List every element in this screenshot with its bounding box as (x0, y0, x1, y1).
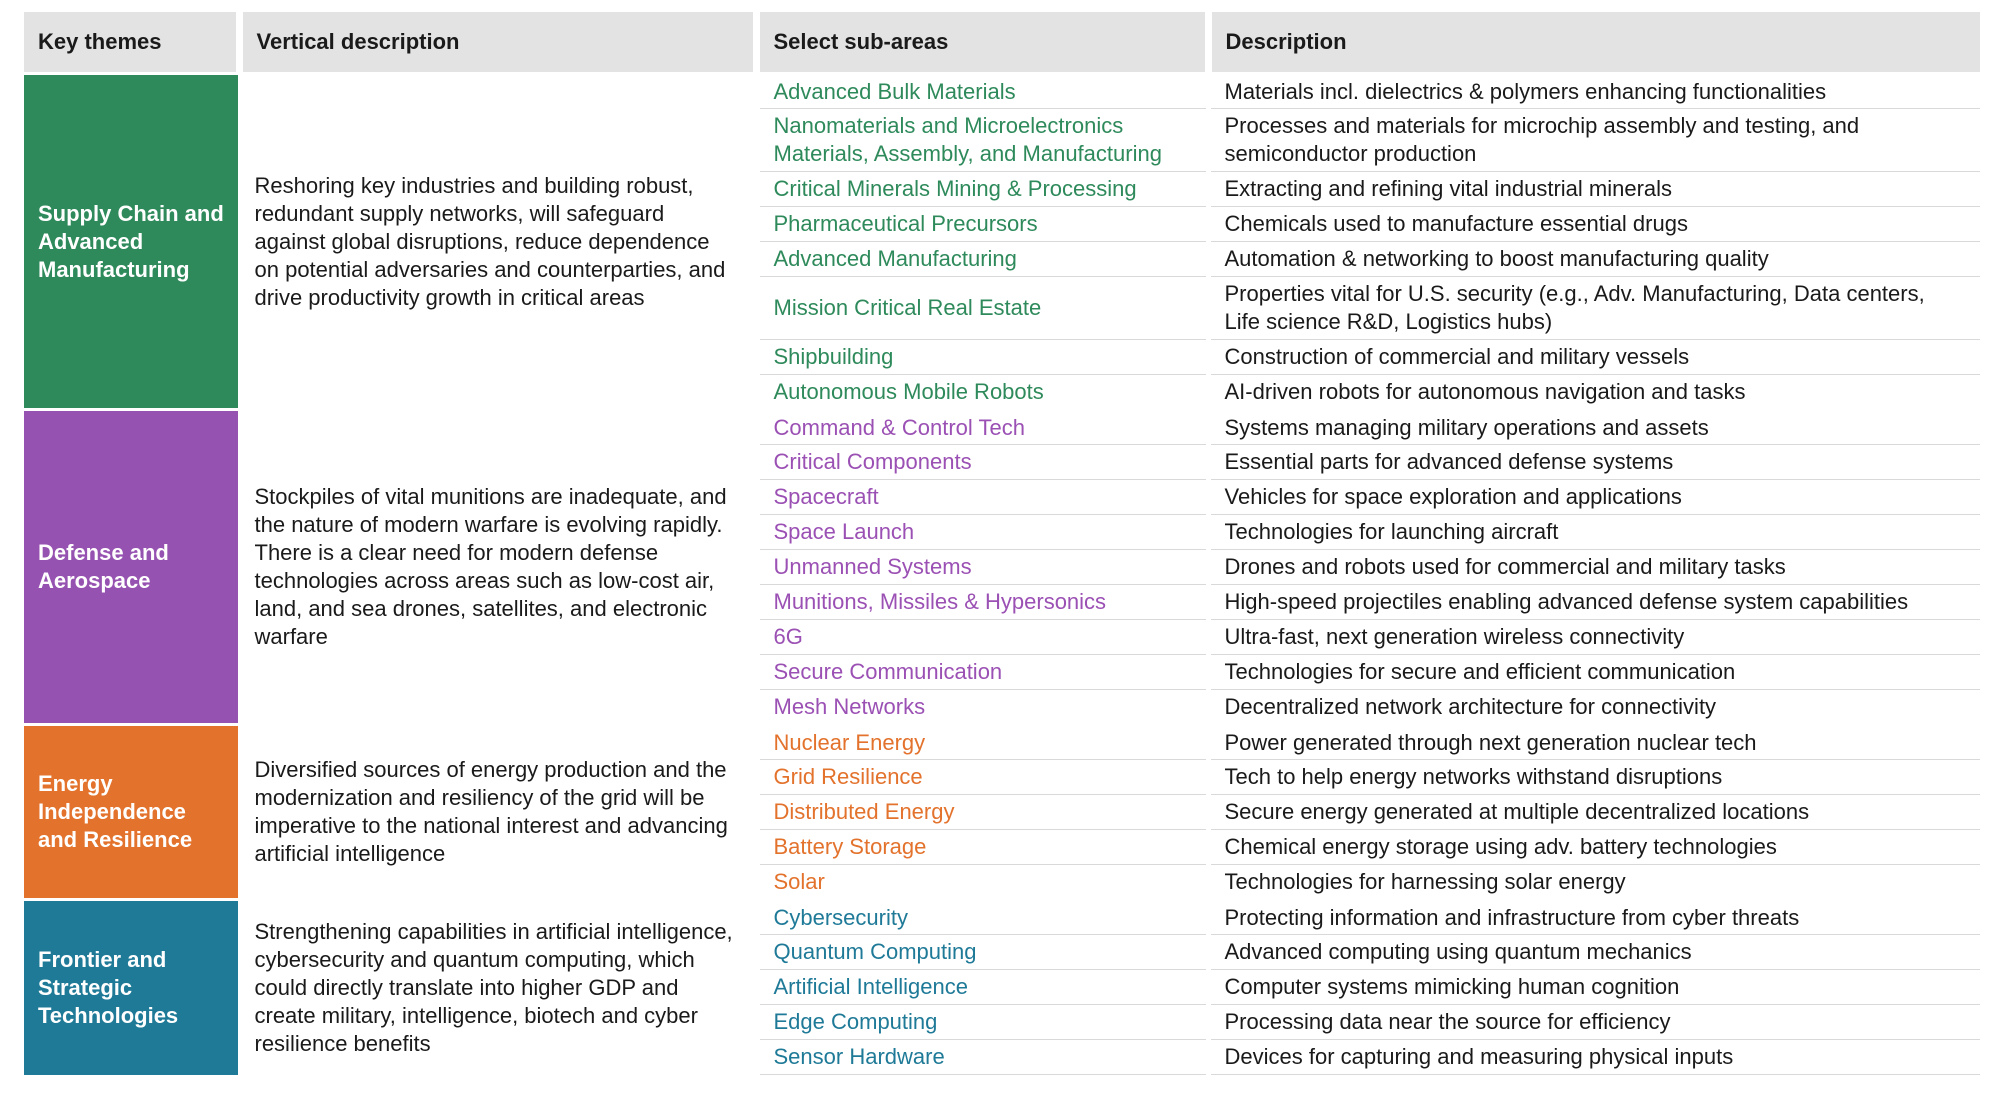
header-key-themes: Key themes (24, 12, 239, 74)
sub-area: Battery Storage (756, 830, 1208, 865)
sub-area: Munitions, Missiles & Hypersonics (756, 585, 1208, 620)
sub-area: Shipbuilding (756, 340, 1208, 375)
sub-area: Spacecraft (756, 480, 1208, 515)
sub-area-description: Vehicles for space exploration and applications (1208, 480, 1980, 515)
themes-table (24, 12, 1980, 1075)
sub-area-description: Computer systems mimicking human cognition (1208, 970, 1980, 1005)
theme-label: Defense and Aerospace (24, 410, 239, 725)
sub-area: Mesh Networks (756, 690, 1208, 725)
sub-area: Sensor Hardware (756, 1040, 1208, 1075)
sub-area-description: Power generated through next generation nuclear tech (1208, 725, 1980, 760)
sub-area-description: Advanced computing using quantum mechanics (1208, 935, 1980, 970)
theme-group (24, 410, 1980, 725)
sub-area: Pharmaceutical Precursors (756, 207, 1208, 242)
sub-area: Solar (756, 865, 1208, 900)
sub-area-description: Tech to help energy networks withstand disruptions (1208, 760, 1980, 795)
header-vertical-description: Vertical description (239, 12, 756, 74)
sub-area-description: AI-driven robots for autonomous navigation and tasks (1208, 375, 1980, 410)
sub-area: Quantum Computing (756, 935, 1208, 970)
sub-area-description: Decentralized network architecture for connectivity (1208, 690, 1980, 725)
sub-area: 6G (756, 620, 1208, 655)
sub-area-description: Systems managing military operations and assets (1208, 410, 1980, 445)
theme-label: Supply Chain and Advanced Manufacturing (24, 74, 239, 410)
sub-area-description: Automation & networking to boost manufacturing quality (1208, 242, 1980, 277)
table-row (24, 725, 1980, 760)
theme-group (24, 725, 1980, 900)
sub-area: Mission Critical Real Estate (756, 277, 1208, 340)
sub-area-description: Technologies for harnessing solar energy (1208, 865, 1980, 900)
sub-area: Secure Communication (756, 655, 1208, 690)
vertical-description: Reshoring key industries and building robust, redundant supply networks, will safeguard against global disruptions, reduce dependence on potential adversaries and counterparties, and drive productivity growth in critical areas (239, 74, 756, 410)
sub-area: Advanced Bulk Materials (756, 74, 1208, 109)
vertical-description: Stockpiles of vital munitions are inadequate, and the nature of modern warfare is evolving rapidly. There is a clear need for modern defense technologies across areas such as low-cost air, land, and sea drones, satellites, and electronic warfare (239, 410, 756, 725)
sub-area-description: Essential parts for advanced defense systems (1208, 445, 1980, 480)
header-sub-areas: Select sub-areas (756, 12, 1208, 74)
sub-area-description: Technologies for secure and efficient communication (1208, 655, 1980, 690)
theme-group (24, 900, 1980, 1075)
sub-area: Command & Control Tech (756, 410, 1208, 445)
sub-area-description: High-speed projectiles enabling advanced defense system capabilities (1208, 585, 1980, 620)
table-row (24, 900, 1980, 935)
sub-area: Advanced Manufacturing (756, 242, 1208, 277)
sub-area-description: Materials incl. dielectrics & polymers enhancing functionalities (1208, 74, 1980, 109)
vertical-description: Diversified sources of energy production and the modernization and resiliency of the grid will be imperative to the national interest and advancing artificial intelligence (239, 725, 756, 900)
sub-area: Critical Components (756, 445, 1208, 480)
sub-area: Cybersecurity (756, 900, 1208, 935)
sub-area-description: Chemical energy storage using adv. battery technologies (1208, 830, 1980, 865)
sub-area: Unmanned Systems (756, 550, 1208, 585)
sub-area: Critical Minerals Mining & Processing (756, 172, 1208, 207)
sub-area: Distributed Energy (756, 795, 1208, 830)
table-row (24, 74, 1980, 109)
sub-area-description: Ultra-fast, next generation wireless connectivity (1208, 620, 1980, 655)
sub-area: Artificial Intelligence (756, 970, 1208, 1005)
header-description: Description (1208, 12, 1980, 74)
sub-area-description: Extracting and refining vital industrial minerals (1208, 172, 1980, 207)
sub-area: Space Launch (756, 515, 1208, 550)
sub-area-description: Secure energy generated at multiple decentralized locations (1208, 795, 1980, 830)
sub-area: Autonomous Mobile Robots (756, 375, 1208, 410)
sub-area-description: Chemicals used to manufacture essential drugs (1208, 207, 1980, 242)
table-row (24, 410, 1980, 445)
sub-area-description: Technologies for launching aircraft (1208, 515, 1980, 550)
theme-label: Frontier and Strategic Technologies (24, 900, 239, 1075)
theme-label: Energy Independence and Resilience (24, 725, 239, 900)
sub-area-description: Processes and materials for microchip assembly and testing, and semiconductor production (1208, 109, 1980, 172)
vertical-description: Strengthening capabilities in artificial intelligence, cybersecurity and quantum computing, which could directly translate into higher GDP and create military, intelligence, biotech and cyber resilience benefits (239, 900, 756, 1075)
sub-area-description: Processing data near the source for efficiency (1208, 1005, 1980, 1040)
sub-area-description: Devices for capturing and measuring physical inputs (1208, 1040, 1980, 1075)
theme-group (24, 74, 1980, 410)
sub-area: Edge Computing (756, 1005, 1208, 1040)
sub-area: Nuclear Energy (756, 725, 1208, 760)
sub-area-description: Protecting information and infrastructure from cyber threats (1208, 900, 1980, 935)
sub-area: Nanomaterials and Microelectronics Materials, Assembly, and Manufacturing (756, 109, 1208, 172)
sub-area: Grid Resilience (756, 760, 1208, 795)
table-header (24, 12, 1980, 74)
header-row (24, 12, 1980, 74)
sub-area-description: Properties vital for U.S. security (e.g., Adv. Manufacturing, Data centers, Life science R&D, Logistics hubs) (1208, 277, 1980, 340)
sub-area-description: Drones and robots used for commercial and military tasks (1208, 550, 1980, 585)
sub-area-description: Construction of commercial and military vessels (1208, 340, 1980, 375)
